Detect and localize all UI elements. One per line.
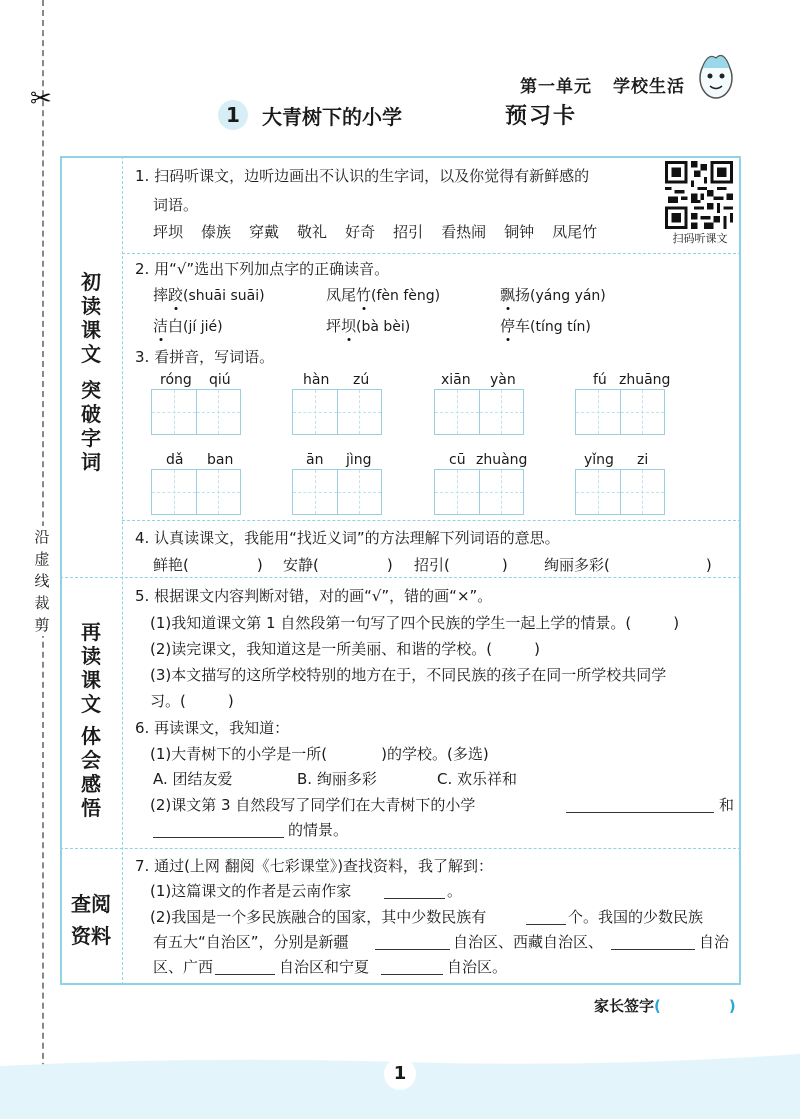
parent-signature[interactable] [594, 995, 736, 1016]
dotted-char: 飘 [500, 286, 516, 304]
answer-blank[interactable] [566, 812, 714, 813]
q2-item [326, 285, 440, 306]
statement: 习。( [150, 692, 186, 710]
section-label-research [60, 892, 122, 948]
label-char: 文 [81, 692, 101, 716]
q7-item-1: (1)这篇课文的作者是云南作家 [150, 882, 352, 900]
pinyin: ban [207, 452, 234, 468]
q2-item [500, 285, 606, 306]
paren-open: ( [654, 997, 661, 1015]
q6-option-c[interactable]: C. 欢乐祥和 [437, 770, 518, 788]
vocab-word: 凤尾竹 [552, 223, 598, 241]
unit-title: 学校生活 [613, 77, 685, 97]
label-char: 突 [81, 378, 101, 402]
statement: (1)大青树下的小学是一所( [150, 745, 328, 763]
paren-close: ) [534, 640, 540, 658]
q2-title: 2. 用“√”选出下列加点字的正确读音。 [135, 260, 390, 278]
vocab-word: 坪坝 [153, 223, 184, 241]
q3-title: 3. 看拼音，写词语。 [135, 348, 275, 366]
q7-line4-end: 自治区。 [447, 958, 508, 976]
paren-close: ) [728, 997, 736, 1015]
word: 扬 [515, 286, 531, 304]
vocab-word: 铜钟 [504, 223, 535, 241]
q7-line4-mid: 自治区和宁夏 [279, 958, 370, 976]
card-title: 预习卡 [505, 104, 578, 129]
signature-label: 家长签字 [594, 997, 655, 1015]
dotted-char: 跤 [168, 286, 184, 304]
pinyin: fú [593, 372, 607, 388]
q7-item-1-end: 。 [447, 882, 463, 900]
pinyin: yàn [490, 372, 516, 388]
answer-blank[interactable] [153, 837, 284, 838]
dotted-char: 坝 [341, 317, 357, 335]
lesson-number: 1 [218, 100, 248, 130]
label-char: 料 [91, 924, 111, 948]
q7-line3-end: 自治 [699, 933, 730, 951]
writing-grid[interactable] [151, 469, 241, 515]
answer-blank[interactable] [375, 949, 450, 950]
pinyin: róng [160, 372, 192, 388]
q1-line2: 词语。 [153, 196, 199, 214]
label-char: 会 [81, 748, 101, 772]
q4-item[interactable] [283, 555, 393, 575]
mascot-icon [694, 48, 738, 102]
vocab-word: 穿戴 [249, 223, 280, 241]
answer-blank[interactable] [611, 949, 695, 950]
label-char: 词 [81, 450, 101, 474]
dotted-char: 停 [500, 317, 516, 335]
pinyin: xiān [441, 372, 471, 388]
label-char: 资 [71, 924, 91, 948]
label-char: 字 [81, 426, 101, 450]
q5-item-1[interactable] [150, 613, 679, 633]
statement: (1)我知道课文第 1 自然段第一句写了四个民族的学生一起上学的情景。( [150, 614, 632, 632]
q7-line3: 有五大“自治区”，分别是新疆 [153, 933, 349, 951]
pinyin: zhuāng [619, 372, 671, 388]
pinyin-options[interactable]: (shuāi suāi) [183, 288, 265, 304]
q5-item-2[interactable] [150, 639, 540, 659]
pinyin: yǐng [584, 452, 614, 468]
paren-close: ) [386, 556, 393, 574]
section-divider [60, 848, 741, 849]
q6-item-2: (2)课文第 3 自然段写了同学们在大青树下的小学 [150, 796, 476, 814]
pinyin: cū [449, 452, 466, 468]
pinyin-options[interactable]: (fèn fèng) [371, 288, 441, 304]
cut-char: 线 [34, 572, 50, 590]
pinyin-options[interactable]: (jí jié) [183, 319, 223, 335]
section-label-second-reading [60, 620, 122, 716]
writing-grid[interactable] [575, 389, 665, 435]
q4-item[interactable] [544, 555, 712, 575]
answer-blank[interactable] [381, 974, 443, 975]
cut-char: 剪 [34, 616, 50, 634]
q7-line3-mid: 自治区、西藏自治区、 [453, 933, 604, 951]
section-divider [60, 577, 741, 578]
label-char: 查 [71, 892, 91, 916]
page-number: 1 [384, 1058, 416, 1090]
vocab-word: 招引 [393, 223, 424, 241]
label-char: 阅 [91, 892, 111, 916]
lesson-title: 大青树下的小学 [262, 105, 402, 129]
section-label-words [60, 378, 122, 474]
q6-item-1[interactable] [150, 744, 489, 764]
cut-char: 虚 [34, 550, 50, 568]
vocab-word: 傣族 [201, 223, 232, 241]
writing-grid[interactable] [434, 389, 524, 435]
label-char: 破 [81, 402, 101, 426]
writing-grid[interactable] [151, 389, 241, 435]
vocab-word: 敬礼 [297, 223, 328, 241]
writing-grid[interactable] [575, 469, 665, 515]
scissors-icon: ✂ [30, 84, 52, 114]
label-char: 初 [81, 270, 101, 294]
word: 摔 [153, 286, 169, 304]
pinyin: zú [353, 372, 370, 388]
q1-word-list [153, 222, 615, 242]
q2-item [500, 316, 591, 337]
pinyin: dǎ [166, 452, 184, 468]
cut-instruction [28, 526, 56, 636]
cut-char: 沿 [34, 528, 50, 546]
label-char: 感 [81, 772, 101, 796]
pinyin: zhuàng [476, 452, 528, 468]
word: 坪 [326, 317, 342, 335]
paren-close: ) [705, 556, 712, 574]
term: 绚丽多彩( [544, 556, 610, 574]
label-char [60, 892, 122, 916]
pinyin: ān [306, 452, 324, 468]
term: 招引( [414, 556, 450, 574]
label-char: 读 [81, 294, 101, 318]
paren-close: ) [673, 614, 680, 632]
pinyin: jìng [346, 452, 372, 468]
q7-item-2-end: 个。我国的少数民族 [568, 908, 704, 926]
cut-char: 裁 [34, 594, 50, 612]
row-divider [122, 520, 741, 521]
q6-title: 6. 再读课文，我知道： [135, 719, 290, 737]
q4-item[interactable] [153, 555, 263, 575]
unit-label: 第一单元 [520, 77, 592, 97]
word: 白 [168, 317, 184, 335]
q6-item-2-and: 和 [719, 796, 735, 814]
pinyin: zi [637, 452, 649, 468]
qr-label: 扫码听课文 [672, 232, 728, 245]
qr-code-icon [664, 161, 734, 229]
vocab-word: 看热闹 [441, 223, 487, 241]
q7-title: 7. 通过(上网 翻阅《七彩课堂》)查找资料，我了解到： [135, 857, 494, 875]
dotted-char: 洁 [153, 317, 169, 335]
paren-close: ) [501, 556, 508, 574]
answer-blank[interactable] [526, 924, 566, 925]
term: 鲜艳( [153, 556, 189, 574]
label-char: 读 [81, 644, 101, 668]
statement: )的学校。(多选) [381, 745, 489, 763]
q6-option-b[interactable]: B. 绚丽多彩 [297, 770, 377, 788]
writing-grid[interactable] [292, 469, 382, 515]
pinyin-options[interactable]: (tíng tín) [530, 319, 591, 335]
pinyin-options[interactable]: (yáng yán) [530, 288, 606, 304]
pinyin: qiú [209, 372, 231, 388]
row-divider [122, 253, 741, 254]
writing-grid[interactable] [434, 469, 524, 515]
q7-line4: 区、广西 [153, 958, 214, 976]
q4-item[interactable] [414, 555, 508, 575]
section-label-first-reading [60, 270, 122, 366]
vocab-word: 好奇 [345, 223, 376, 241]
label-char: 再 [81, 620, 101, 644]
answer-blank[interactable] [215, 974, 275, 975]
q2-item [153, 316, 223, 337]
dotted-char: 竹 [356, 286, 372, 304]
q2-item [326, 316, 410, 337]
label-char: 体 [81, 724, 101, 748]
q4-title: 4. 认真读课文，我能用“找近义词”的方法理解下列词语的意思。 [135, 529, 560, 547]
paren-close: ) [256, 556, 263, 574]
q7-item-2: (2)我国是一个多民族融合的国家，其中少数民族有 [150, 908, 487, 926]
word: 凤尾 [326, 286, 357, 304]
q6-option-a[interactable]: A. 团结友爱 [153, 770, 233, 788]
q5-item-3b[interactable] [150, 691, 234, 711]
word: 车 [515, 317, 531, 335]
section-label-feelings [60, 724, 122, 820]
q5-item-3a: (3)本文描写的这所学校特别的地方在于，不同民族的孩子在同一所学校共同学 [150, 666, 667, 684]
q6-item-2-end: 的情景。 [288, 821, 349, 839]
statement: (2)读完课文，我知道这是一所美丽、和谐的学校。( [150, 640, 493, 658]
label-char: 课 [81, 668, 101, 692]
answer-blank[interactable] [384, 898, 445, 899]
writing-grid[interactable] [292, 389, 382, 435]
label-char [60, 924, 122, 948]
column-divider [122, 156, 123, 985]
q5-title: 5. 根据课文内容判断对错，对的画“√”，错的画“×”。 [135, 587, 493, 605]
paren-close: ) [227, 692, 234, 710]
label-char: 文 [81, 342, 101, 366]
q1-line1: 1. 扫码听课文，边听边画出不认识的生字词，以及你觉得有新鲜感的 [135, 167, 590, 185]
q2-item [153, 285, 265, 306]
pinyin-options[interactable]: (bà bèi) [356, 319, 411, 335]
pinyin: hàn [303, 372, 330, 388]
label-char: 课 [81, 318, 101, 342]
label-char: 悟 [81, 796, 101, 820]
term: 安静( [283, 556, 319, 574]
